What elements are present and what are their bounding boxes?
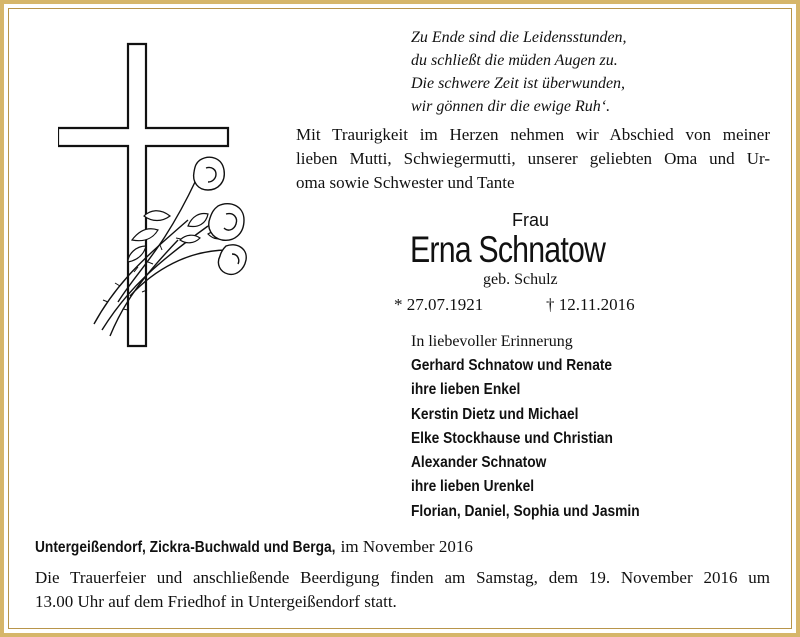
cross-with-roses-icon [58,40,258,350]
death-date: † 12.11.2016 [546,295,635,314]
poem-line: wir gönnen dir die ewige Ruh‘. [411,98,611,115]
deceased-title: Frau [512,210,550,230]
mourner-line: Alexander Schnatow [411,454,547,472]
mourners-lead: In liebevoller Erinnerung [411,333,573,350]
intro-text [296,123,770,195]
mourner-line: Elke Stockhause und Christian [411,429,613,447]
mourners-list [411,330,771,524]
funeral-line: 13.00 Uhr auf dem Friedhof in Untergeißendorf statt. [35,592,397,611]
intro-line: lieben Mutti, Schwiegermutti, unserer geliebten Oma und Ur- [296,149,770,168]
poem-line: Zu Ende sind die Leidensstunden, [411,29,627,46]
life-dates [394,295,635,315]
birth-name: geb. Schulz [483,271,558,288]
poem [411,26,741,118]
intro-line: Mit Traurigkeit im Herzen nehmen wir Abschied von meiner [296,125,770,144]
birth-date: * 27.07.1921 [394,295,484,314]
place-and-date [35,537,473,557]
deceased-name: Erna Schnatow [410,229,606,270]
mourner-line: ihre lieben Urenkel [411,478,535,496]
mourner-line: Kerstin Dietz und Michael [411,405,579,423]
intro-line: oma sowie Schwester und Tante [296,173,515,192]
mourner-line: Florian, Daniel, Sophia und Jasmin [411,502,640,520]
notice-date: im November 2016 [340,537,473,556]
places: Untergeißendorf, Zickra-Buchwald und Berga, [35,539,336,556]
poem-line: Die schwere Zeit ist überwunden, [411,75,626,92]
mourner-line: Gerhard Schnatow und Renate [411,357,613,374]
funeral-line: Die Trauerfeier und anschließende Beerdigung finden am Samstag, dem 19. November 2016 um [35,568,770,587]
funeral-notice [35,566,770,614]
mourner-line: ihre lieben Enkel [411,381,521,399]
poem-line: du schließt die müden Augen zu. [411,52,618,69]
